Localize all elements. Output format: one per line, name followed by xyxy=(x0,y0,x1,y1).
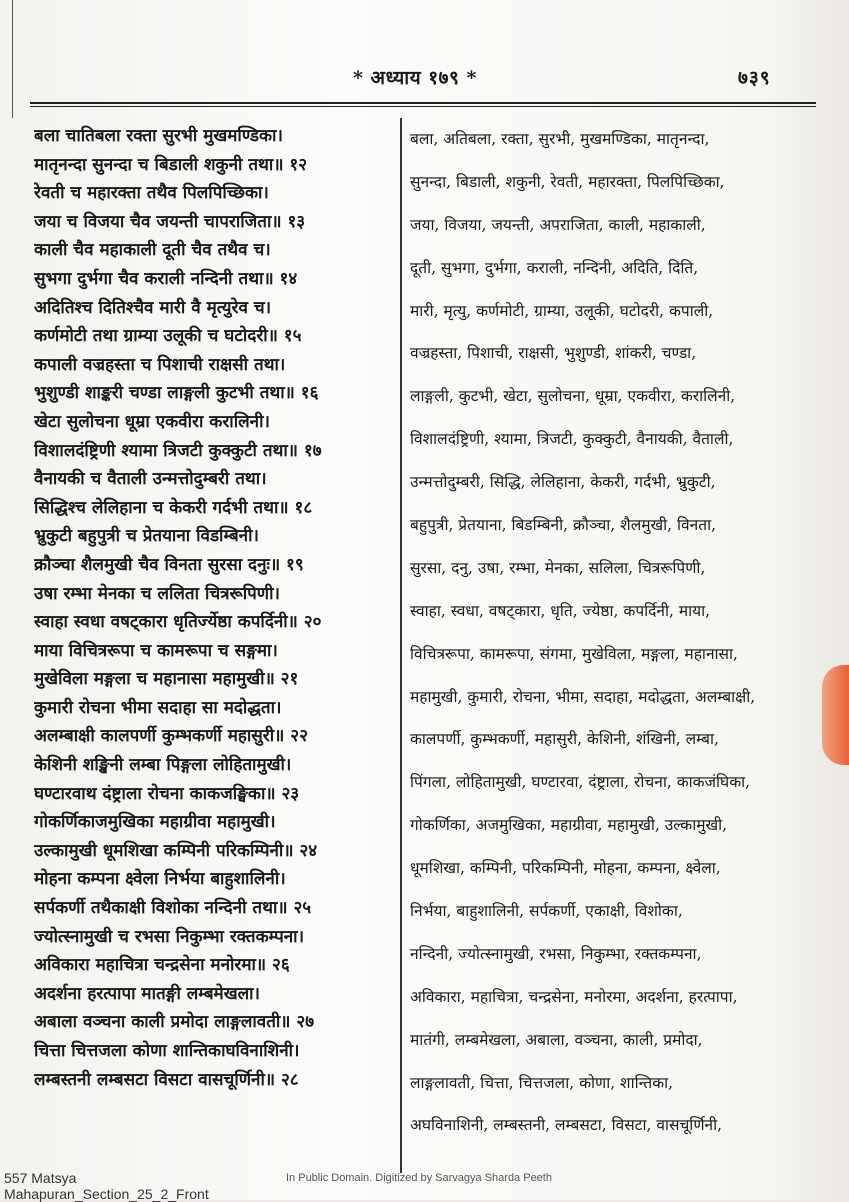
sanskrit-verse-line: लम्बस्तनी लम्बसटा विसटा वासचूर्णिनी॥ २८ xyxy=(34,1069,299,1090)
thumb-at-edge xyxy=(822,665,849,765)
sanskrit-verse-line: स्वाहा स्वधा वषट्कारा धृतिर्ज्येष्ठा कपर्दिनी॥ २० xyxy=(34,612,322,633)
column-divider xyxy=(400,118,402,1173)
sanskrit-verse-column xyxy=(34,122,396,1094)
sanskrit-verse-line: केशिनी शङ्खिनी लम्बा पिङ्गला लोहितामुखी। xyxy=(34,755,292,776)
translation-line: बहुपुत्री, प्रेतयाना, बिडम्बिनी, क्रौञ्चा, शैलमुखी, विनता, xyxy=(410,516,717,535)
sanskrit-verse-line: ज्योत्स्नामुखी च रभसा निकुम्भा रक्तकम्पना। xyxy=(34,926,305,947)
sanskrit-verse-line: चित्ता चित्तजला कोणा शान्तिकाघविनाशिनी। xyxy=(34,1041,300,1061)
translation-line: बला, अतिबला, रक्ता, सुरभी, मुखमण्डिका, मातृनन्दा, xyxy=(410,130,710,148)
translation-line: मातंगी, लम्बमेखला, अबाला, वञ्चना, काली, प्रमोदा, xyxy=(410,1030,703,1049)
translation-line: लाङ्गलावती, चित्ता, चित्तजला, कोणा, शान्तिका, xyxy=(410,1073,674,1092)
translation-line: उन्मत्तोदुम्बरी, सिद्धि, लेलिहाना, केकरी, गर्दभी, भ्रुकुटी, xyxy=(410,473,716,492)
scan-edge-line xyxy=(12,0,13,118)
translation-line: दूती, सुभगा, दुर्भगा, कराली, नन्दिनी, अदिति, दिति, xyxy=(410,258,699,277)
header-rule xyxy=(30,102,816,107)
sanskrit-verse-line: कुमारी रोचना भीमा सदाहा सा मदोद्धता। xyxy=(34,697,282,718)
translation-line: वज्रहस्ता, पिशाची, राक्षसी, भुशुण्डी, शांकरी, चण्डा, xyxy=(410,344,697,363)
sanskrit-verse-line: सुभगा दुर्भगा चैव कराली नन्दिनी तथा॥ १४ xyxy=(34,268,298,289)
sanskrit-verse-line: मोहना कम्पना क्ष्वेला निर्भया बाहुशालिनी। xyxy=(34,869,286,890)
sanskrit-verse-line: उषा रम्भा मेनका च ललिता चित्ररूपिणी। xyxy=(34,583,280,604)
chapter-heading: * अध्याय १७९ * xyxy=(353,67,477,89)
sanskrit-verse-line: वैनायकी च वैताली उन्मत्तोदुम्बरी तथा। xyxy=(34,469,267,490)
sanskrit-verse-line: खेटा सुलोचना धूम्रा एकवीरा करालिनी। xyxy=(34,411,270,432)
sanskrit-verse-line: क्रौञ्चा शैलमुखी चैव विनता सुरसा दनुः॥ १९ xyxy=(34,554,304,575)
translation-line: जया, विजया, जयन्ती, अपराजिता, काली, महाकाली, xyxy=(410,215,706,234)
sanskrit-verse-line: विशालदंष्ट्रिणी श्यामा त्रिजटी कुक्कुटी तथा॥ १७ xyxy=(34,440,322,461)
sanskrit-verse-line: काली चैव महाकाली दूती चैव तथैव च। xyxy=(34,240,271,261)
scan-source-label: 557 Matsya Mahapuran_Section_25_2_Front xyxy=(4,1170,209,1202)
sanskrit-verse-line: गोकर्णिकाजमुखिका महाग्रीवा महामुखी। xyxy=(34,812,276,833)
translation-line: गोकर्णिका, अजमुखिका, महाग्रीवा, महामुखी, उल्कामुखी, xyxy=(410,816,728,835)
sanskrit-verse-line: बला चातिबला रक्ता सुरभी मुखमण्डिका। xyxy=(34,126,283,146)
translation-line: महामुखी, कुमारी, रोचना, भीमा, सदाहा, मदोद्धता, अलम्बाक्षी, xyxy=(410,687,756,706)
sanskrit-verse-line: अलम्बाक्षी कालपर्णी कुम्भकर्णी महासुरी॥ २२ xyxy=(34,726,308,747)
sanskrit-verse-line: कर्णमोटी तथा ग्राम्या उलूकी च घटोदरी॥ १५ xyxy=(34,326,302,347)
sanskrit-verse-line: कपाली वज्रहस्ता च पिशाची राक्षसी तथा। xyxy=(34,354,286,375)
sanskrit-verse-line: भुशुण्डी शाङ्करी चण्डा लाङ्गली कुटभी तथा॥ १६ xyxy=(34,383,319,404)
sanskrit-verse-line: अबाला वञ्चना काली प्रमोदा लाङ्गलावती॥ २७ xyxy=(34,1012,315,1033)
translation-line: निर्भया, बाहुशालिनी, सर्पकर्णी, एकाक्षी, विशोका, xyxy=(410,902,683,921)
hindi-translation-column xyxy=(410,118,782,1147)
translation-line: स्वाहा, स्वधा, वषट्कारा, धृति, ज्येष्ठा, कपर्दिनी, माया, xyxy=(410,601,711,620)
sanskrit-verse-line: सर्पकर्णी तथैकाक्षी विशोका नन्दिनी तथा॥ २५ xyxy=(34,898,312,919)
translation-line: सुनन्दा, बिडाली, शकुनी, रेवती, महारक्ता, पिलपिच्छिका, xyxy=(410,172,725,191)
sanskrit-verse-line: भ्रुकुटी बहुपुत्री च प्रेतयाना विडम्बिनी। xyxy=(34,526,259,547)
sanskrit-verse-line: घण्टारवाथ दंष्ट्राला रोचना काकजङ्घिका॥ २३ xyxy=(34,783,300,804)
sanskrit-verse-line: मुखेविला मङ्गला च महानासा महामुखी॥ २१ xyxy=(34,669,299,690)
translation-line: पिंगला, लोहितामुखी, घण्टारवा, दंष्ट्राला, रोचना, काकजंघिका, xyxy=(410,773,751,792)
digitization-credit: In Public Domain. Digitized by Sarvagya Sharda Peeth xyxy=(286,1172,552,1184)
translation-line: अघविनाशिनी, लम्बस्तनी, लम्बसटा, विसटा, वासचूर्णिनी, xyxy=(410,1116,723,1135)
sanskrit-verse-line: रेवती च महारक्ता तथैव पिलपिच्छिका। xyxy=(34,183,269,204)
translation-line: कालपर्णी, कुम्भकर्णी, महासुरी, केशिनी, शंखिनी, लम्बा, xyxy=(410,730,719,749)
translation-line: लाङ्गली, कुटभी, खेटा, सुलोचना, धूम्रा, एकवीरा, करालिनी, xyxy=(410,387,736,406)
translation-line: विशालदंष्ट्रिणी, श्यामा, त्रिजटी, कुक्कुटी, वैनायकी, वैताली, xyxy=(410,430,734,449)
sanskrit-verse-line: मातृनन्दा सुनन्दा च बिडाली शकुनी तथा॥ १२ xyxy=(34,154,308,175)
translation-line: धूमशिखा, कम्पिनी, परिकम्पिनी, मोहना, कम्पना, क्ष्वेला, xyxy=(410,859,721,878)
sanskrit-verse-line: जया च विजया चैव जयन्ती चापराजिता॥ १३ xyxy=(34,211,306,232)
translation-line: मारी, मृत्यु, कर्णमोटी, ग्राम्या, उलूकी, घटोदरी, कपाली, xyxy=(410,301,714,320)
sanskrit-verse-line: अदितिश्च दितिश्चैव मारी वै मृत्युरेव च। xyxy=(34,297,272,318)
page-number: ७३९ xyxy=(738,67,771,89)
sanskrit-verse-line: माया विचित्ररूपा च कामरूपा च सङ्गमा। xyxy=(34,640,278,661)
translation-line: अविकारा, महाचित्रा, चन्द्रसेना, मनोरमा, अदर्शना, हरत्पापा, xyxy=(410,987,738,1006)
translation-line: सुरसा, दनु, उषा, रम्भा, मेनका, सलिला, चित्ररूपिणी, xyxy=(410,558,706,577)
sanskrit-verse-line: उल्कामुखी धूमशिखा कम्पिनी परिकम्पिनी॥ २४ xyxy=(34,840,318,861)
sanskrit-verse-line: अविकारा महाचित्रा चन्द्रसेना मनोरमा॥ २६ xyxy=(34,955,290,976)
translation-line: विचित्ररूपा, कामरूपा, संगमा, मुखेविला, मङ्गला, महानासा, xyxy=(410,644,738,663)
sanskrit-verse-line: अदर्शना हरत्पापा मातङ्गी लम्बमेखला। xyxy=(34,983,260,1004)
translation-line: नन्दिनी, ज्योत्स्नामुखी, रभसा, निकुम्भा, रक्तकम्पना, xyxy=(410,944,702,963)
sanskrit-verse-line: सिद्धिश्च लेलिहाना च केकरी गर्दभी तथा॥ १८ xyxy=(34,497,313,518)
